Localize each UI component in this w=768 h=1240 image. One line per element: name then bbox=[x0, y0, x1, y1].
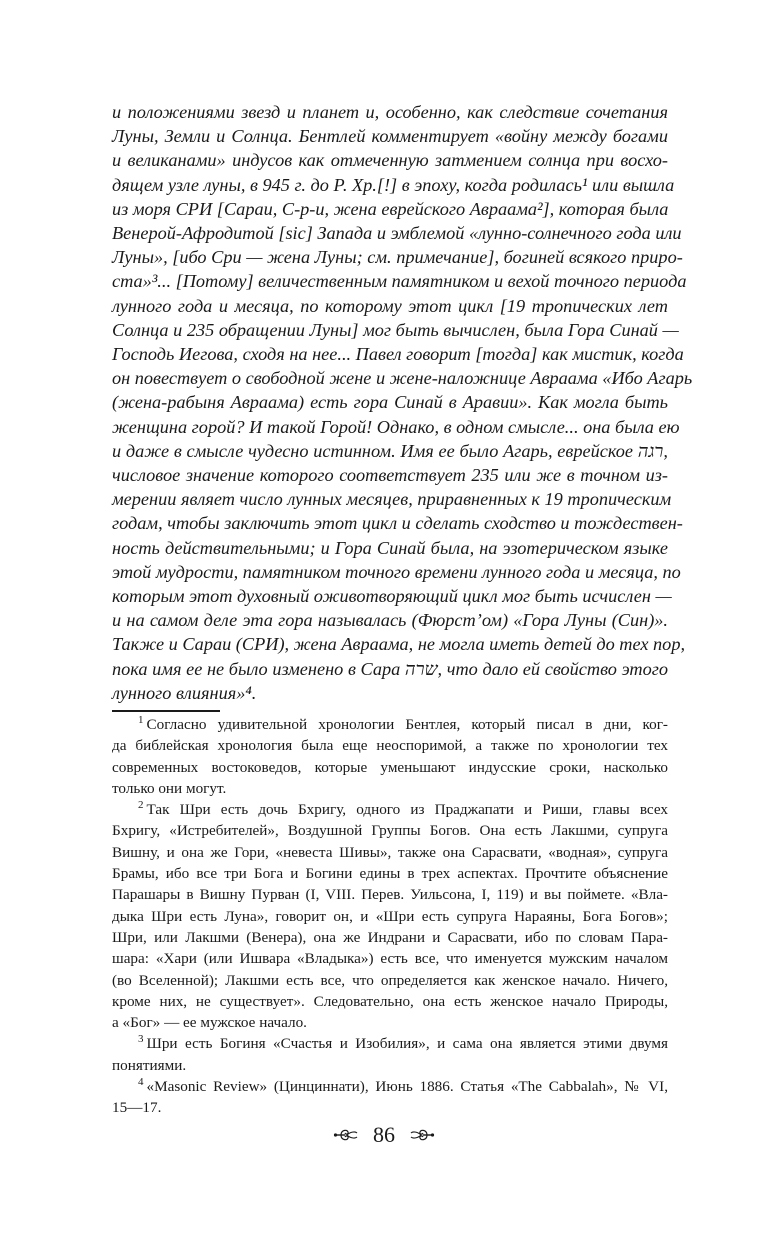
text-line: Также и Сараи (СРИ), жена Авраама, не могла иметь детей до тех пор, bbox=[112, 634, 686, 655]
text-line: и положениями звезд и планет и, особенно, как следствие сочетания bbox=[112, 102, 668, 122]
footnote-text: (во Вселенной); Лакшми есть все, что определяется как женское начало. Ничего, bbox=[112, 971, 668, 989]
text-line: Солнца и 235 обращении Луны] мог быть вычислен, была Гора Синай — bbox=[112, 319, 679, 340]
footnote-mark: 1 bbox=[138, 713, 144, 726]
floral-ornament-icon bbox=[409, 1127, 435, 1143]
page-body bbox=[112, 100, 693, 705]
footnote-text: шара: «Хари (или Ишвара «Владыка») есть все, что именуется мужским началом bbox=[112, 950, 668, 968]
footnote-text: Бхригу, «Истребителей», Воздушной Группы Богов. Она есть Лакшми, супруга bbox=[112, 822, 668, 840]
footnote-text: «Masonic Review» (Цинциннати), Июнь 1886. Статья «The Cabbalah», № VI, bbox=[146, 1078, 668, 1096]
footnote-text: да библейская хронология была еще неоспоримой, а также по хронологии тех bbox=[112, 737, 668, 755]
text-line: дящем узле луны, в 945 г. до Р. Хр.[!] в эпоху, когда родилась¹ или вышла bbox=[112, 174, 675, 195]
footnote-mark: 2 bbox=[138, 799, 144, 812]
page-footer bbox=[0, 1122, 768, 1148]
text-line: числовое значение которого соответствует 235 или же в точном из- bbox=[112, 465, 668, 486]
text-line: пока имя ее не было изменено в Сара שרה, что дало ей свойство этого bbox=[112, 658, 669, 679]
text-line: мерении являет число лунных месяцев, приравненных к 19 тропическим bbox=[112, 489, 672, 510]
footnote-text: только они могут. bbox=[112, 779, 227, 797]
footnote-mark: 4 bbox=[138, 1075, 144, 1088]
footnote-text: Парашары в Вишну Пурван (I, VIII. Перев. Уильсона, I, 119) и вы поймете. «Вла- bbox=[112, 886, 668, 904]
footnote-separator bbox=[112, 710, 220, 712]
page-number: 86 bbox=[373, 1122, 395, 1147]
text-line: которым этот духовный оживотворяющий цикл мог быть исчислен — bbox=[112, 586, 672, 607]
text-line: лунного влияния»⁴. bbox=[112, 682, 257, 703]
footnote-1 bbox=[112, 714, 668, 799]
text-line: (жена-рабыня Авраама) есть гора Синай в Аравии». Как могла быть bbox=[112, 392, 668, 413]
text-line: из моря СРИ [Сараи, С-р-и, жена еврейского Авраама²], которая была bbox=[112, 198, 669, 219]
text-line: и великанами» индусов как отмеченную затмением солнца при восхо- bbox=[112, 150, 668, 171]
text-line: лунного года и месяца, по которому этот цикл [19 тропических лет bbox=[112, 295, 668, 316]
footnote-3 bbox=[112, 1033, 668, 1076]
text-line: этой мудрости, памятником точного времени лунного года и месяца, по bbox=[112, 561, 681, 582]
footnote-text: Согласно удивительной хронологии Бентлея, который писал в дни, ког- bbox=[146, 716, 668, 733]
footnote-text: Брамы, ибо все три Бога и Богини едины в трех аспектах. Прочтите объяснение bbox=[112, 865, 668, 883]
footnotes bbox=[112, 714, 668, 1119]
floral-ornament-icon bbox=[333, 1127, 359, 1143]
footnote-text: кроме них, не существует». Следовательно, она есть женское начало Природы, bbox=[112, 992, 668, 1010]
text-line: годам, чтобы заключить этот цикл и сделать сходство и тождествен- bbox=[112, 513, 683, 534]
footnote-text: Шри есть Богиня «Счастья и Изобилия», и сама она является этими двумя bbox=[146, 1035, 668, 1053]
footnote-4 bbox=[112, 1076, 668, 1119]
footnote-text: Шри, или Лакшми (Венера), она же Индрани и Сарасвати, ибо по словам Пара- bbox=[112, 928, 668, 946]
footnote-text: современных востоковедов, которые уменьшают индусские сроки, насколько bbox=[112, 758, 668, 776]
footnote-text: Так Шри есть дочь Бхригу, одного из Праджапати и Риши, главы всех bbox=[146, 801, 668, 819]
footnote-mark: 3 bbox=[138, 1033, 144, 1046]
text-line: Господь Иегова, сходя на нее... Павел говорит [тогда] как мистик, когда bbox=[112, 344, 684, 365]
text-line: Луны», [ибо Сри — жена Луны; см. примечание], богиней всякого приро- bbox=[112, 247, 683, 268]
text-line: он повествует о свободной жене и жене-наложнице Авраама «Ибо Агарь bbox=[112, 368, 693, 389]
footnote-text: 15—17. bbox=[112, 1099, 162, 1117]
footnote-text: Вишну, и она же Гори, «невеста Шивы», также она Сарасвати, «водная», супруга bbox=[112, 843, 668, 861]
footnote-text: а «Бог» — ее мужское начало. bbox=[112, 1014, 307, 1032]
footnote-text: понятиями. bbox=[112, 1056, 187, 1074]
text-line: Луны, Земли и Солнца. Бентлей комментирует «войну между богами bbox=[112, 126, 668, 147]
text-line: Венерой-Афродитой [sic] Запада и эмблемой «лунно-солнечного года или bbox=[112, 223, 682, 244]
text-line: женщина горой? И такой Горой! Однако, в одном смысле... она была ею bbox=[112, 416, 680, 437]
text-line: ность действительными; и Гора Синай была, на эзотерическом языке bbox=[112, 537, 668, 558]
text-line: и даже в смысле чудесно истинном. Имя ее было Агарь, еврейское רגה, bbox=[112, 440, 668, 461]
text-line: и на самом деле эта гора называлась (Фюрст’ом) «Гора Луны (Син)». bbox=[112, 610, 668, 631]
footnote-2 bbox=[112, 799, 668, 1033]
footnote-text: дыка Шри есть Луна», говорит он, и «Шри есть супруга Нараяны, Бога Богов»; bbox=[112, 907, 668, 925]
main-paragraph bbox=[112, 100, 693, 705]
text-line: ста»³... [Потому] величественным памятником и вехой точного периода bbox=[112, 271, 687, 292]
